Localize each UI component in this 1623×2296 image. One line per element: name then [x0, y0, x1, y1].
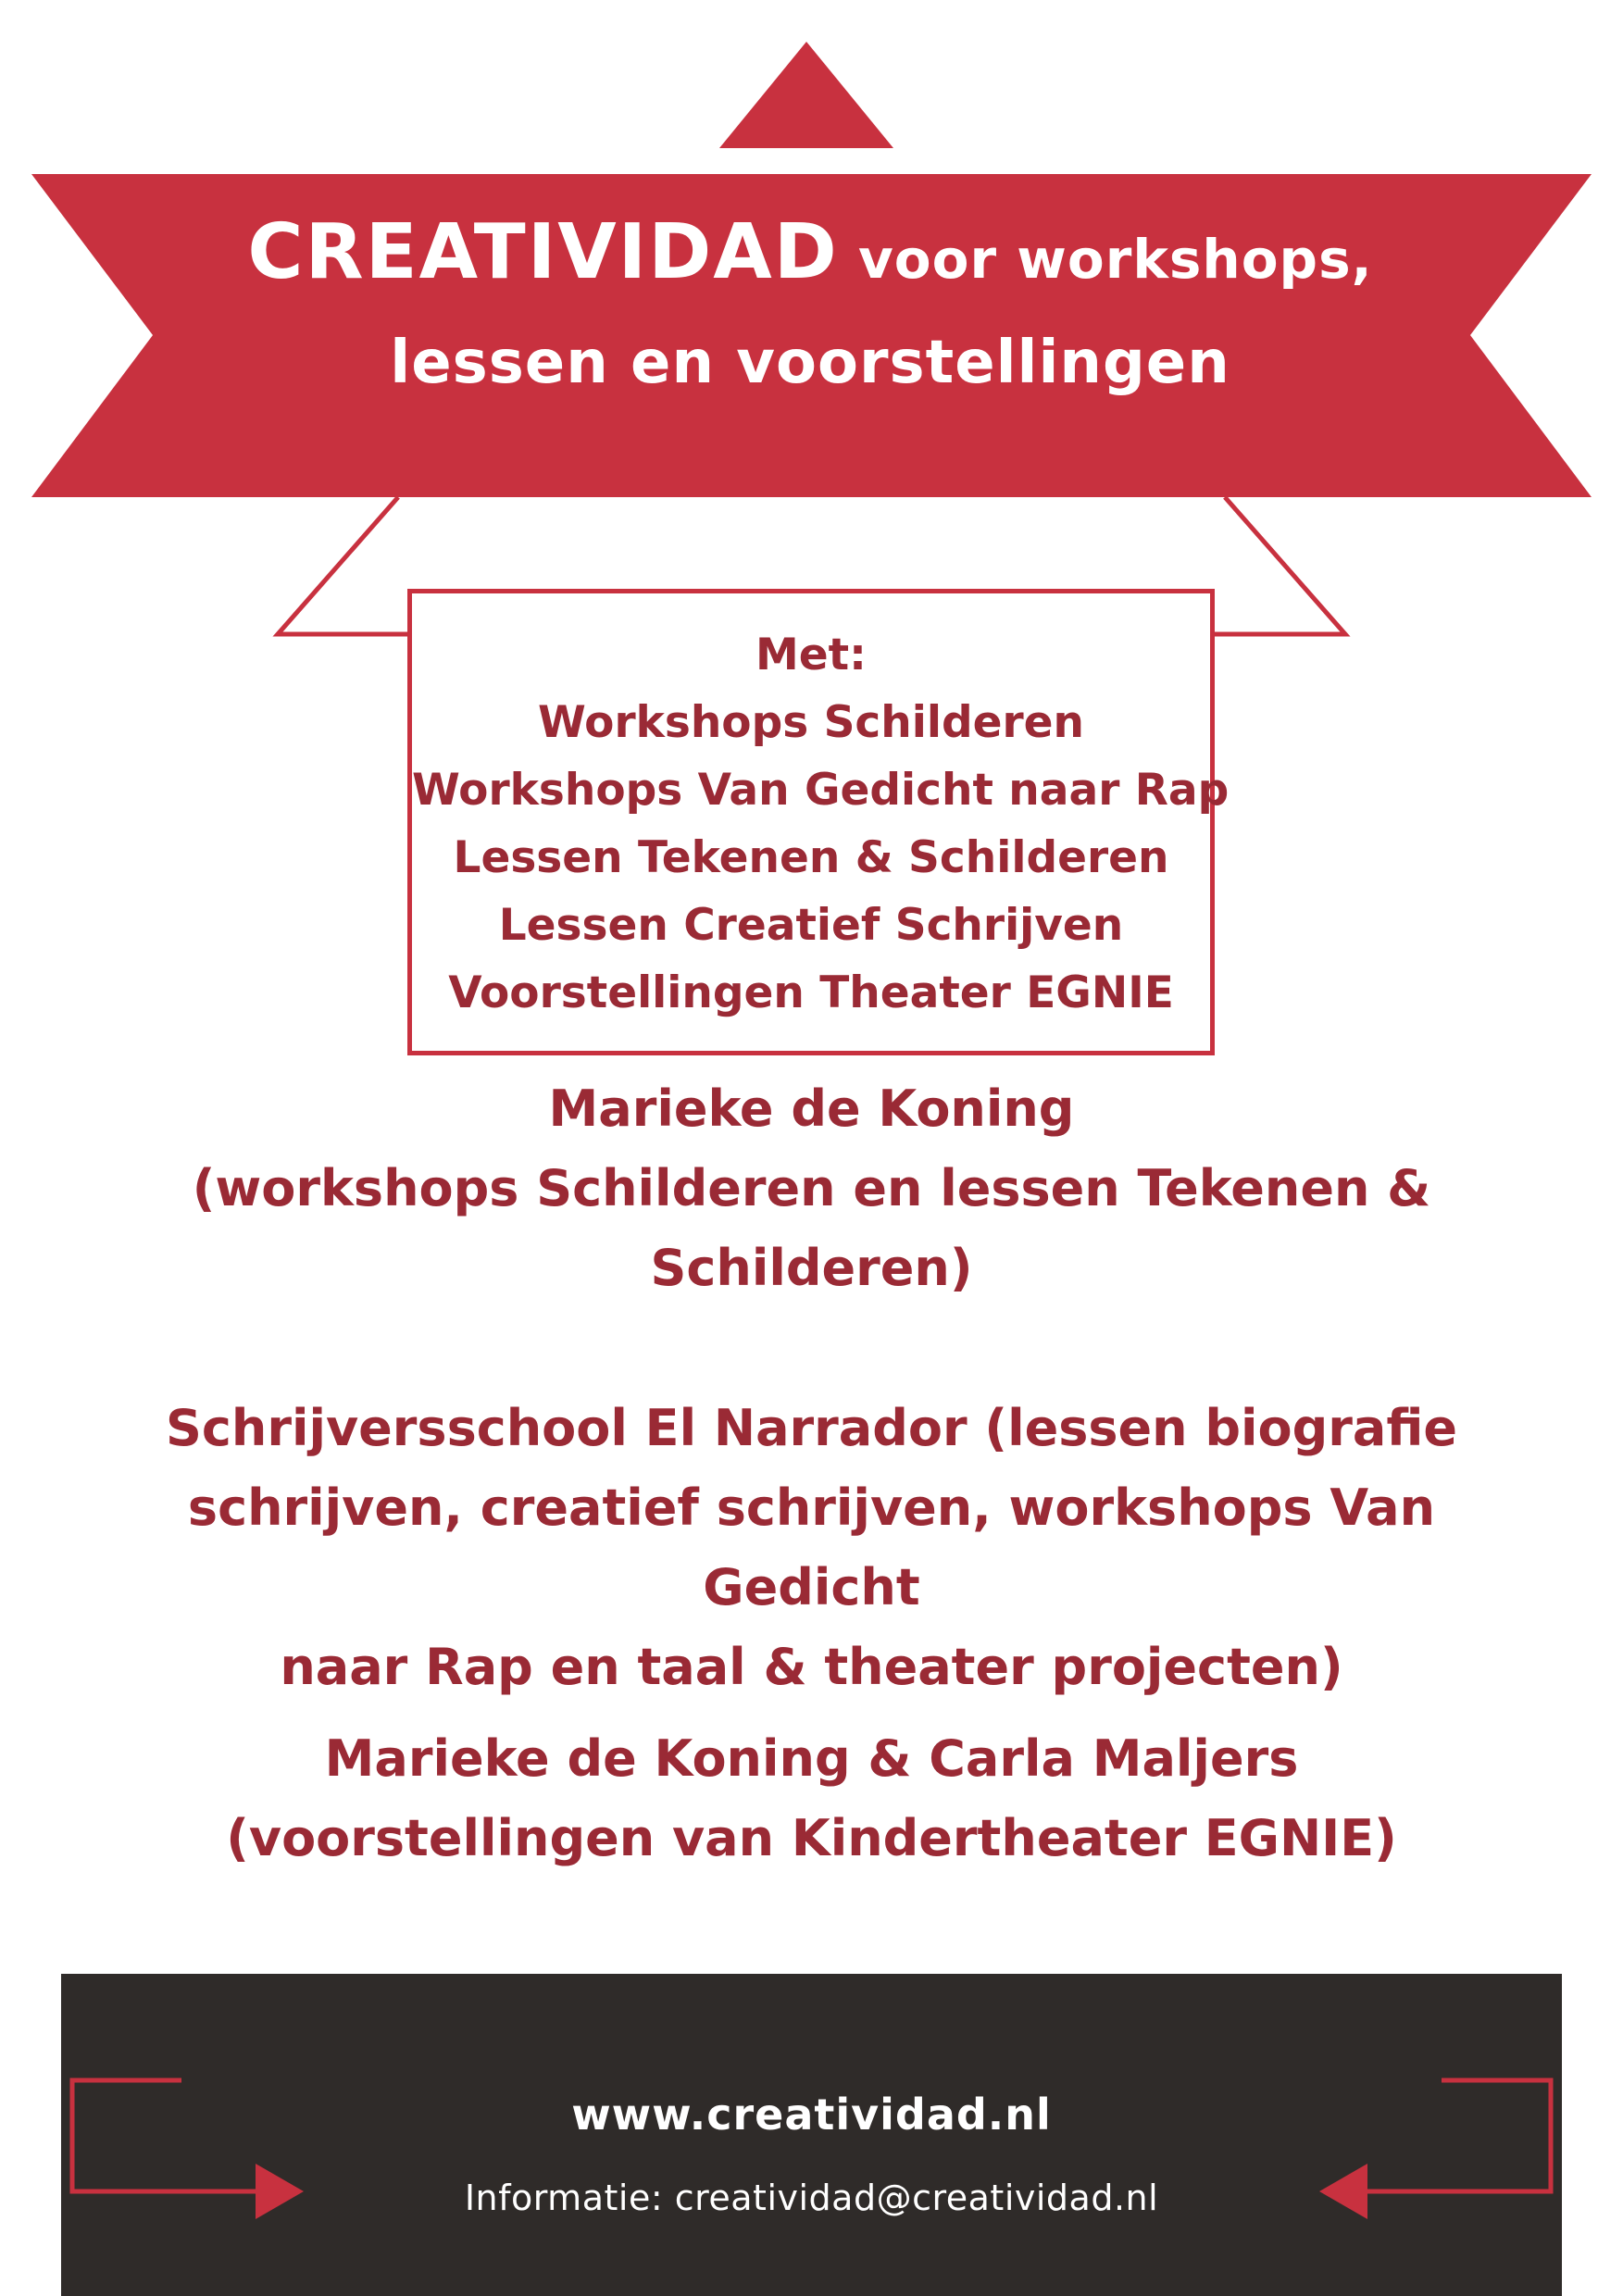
credit-line: Schrijversschool El Narrador (lessen biografie	[165, 1399, 1457, 1457]
roof-outline-right	[1215, 497, 1345, 634]
roof-outline-left	[278, 497, 407, 634]
offer-item: Workshops Schilderen	[537, 697, 1085, 748]
credit-line: schrijven, creatief schrijven, workshops Van Gedicht	[187, 1479, 1436, 1616]
contact-info[interactable]: Informatie: creatividad@creatividad.nl	[464, 2177, 1159, 2218]
banner-subtitle-rest: voor workshops,	[858, 228, 1373, 291]
credit-line: (voorstellingen van Kindertheater EGNIE)	[226, 1809, 1397, 1867]
footer	[61, 1974, 1562, 2296]
credit-egnie	[74, 1719, 1549, 1878]
offer-heading: Met:	[755, 630, 867, 680]
offer-item: Lessen Tekenen & Schilderen	[453, 832, 1169, 883]
credit-el-narrador	[74, 1389, 1549, 1707]
offer-item: Lessen Creatief Schrijven	[498, 900, 1124, 951]
brand-name: CREATIVIDAD	[247, 208, 839, 296]
credit-line: Marieke de Koning	[548, 1079, 1075, 1138]
credit-line: naar Rap en taal & theater projecten)	[280, 1638, 1343, 1696]
website-link[interactable]: www.creatividad.nl	[571, 2090, 1052, 2140]
offer-item: Voorstellingen Theater EGNIE	[448, 967, 1174, 1018]
offer-item: Workshops Van Gedicht naar Rap	[412, 765, 1230, 816]
top-triangle	[719, 42, 893, 148]
banner-title-line2: lessen en voorstellingen	[390, 329, 1230, 397]
credit-line: Schilderen)	[650, 1239, 973, 1297]
offer-box	[407, 589, 1230, 1055]
credit-line: Marieke de Koning & Carla Maljers	[324, 1729, 1299, 1788]
credit-line: (workshops Schilderen en lessen Tekenen &	[192, 1159, 1431, 1217]
banner-title-line1	[139, 208, 1481, 296]
credit-marieke	[74, 1069, 1549, 1308]
